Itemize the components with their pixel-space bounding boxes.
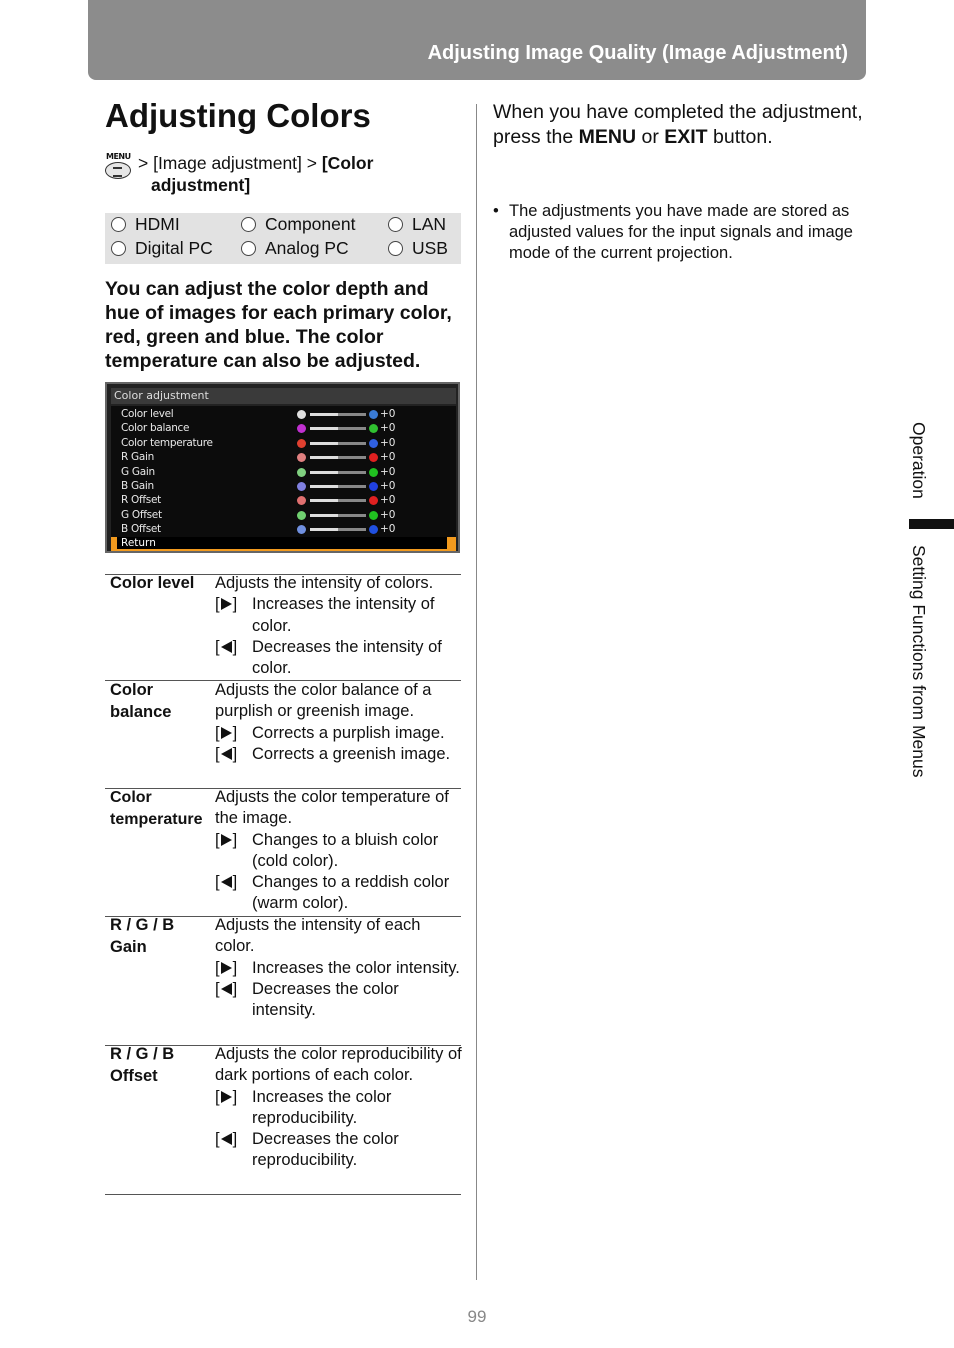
osd-right-icon [369,482,378,491]
osd-right-icon [369,439,378,448]
osd-left-icon [297,410,306,419]
osd-row [111,421,456,435]
page-title: Adjusting Colors [105,97,371,134]
osd-row-label: R Offset [121,494,161,507]
menu-key: MENU [578,125,637,148]
intro-text: You can adjust the color depth and hue of images for each primary color, red, green and blue. The color temperature can also be adjusted. [105,278,452,372]
right-key-item: [ ] Increases the intensity of color. [215,595,435,635]
osd-row-value: +0 [380,436,396,449]
osd-left-icon [297,439,306,448]
radio-icon [111,217,126,232]
osd-row [111,436,456,450]
right-arrow-icon [221,962,232,974]
osd-row-label: B Offset [121,523,161,536]
osd-slider [310,499,366,502]
bullet-dot: • [493,202,499,220]
signal-usb: USB [388,238,448,259]
left-key-item: [ ] Corrects a greenish image. [215,744,451,763]
left-arrow-icon [221,641,232,653]
osd-right-icon [369,525,378,534]
radio-icon [241,241,256,256]
osd-screenshot [105,382,460,553]
osd-row-value: +0 [380,422,396,435]
header-title: Adjusting Image Quality (Image Adjustment) [427,42,848,64]
osd-row-label: G Gain [121,465,155,478]
osd-row [111,465,456,479]
signal-digital-pc: Digital PC [111,238,213,259]
osd-row-label: Color temperature [121,436,213,449]
osd-slider [310,485,366,488]
osd-left-icon [297,525,306,534]
menu-path-line1 [138,153,373,174]
osd-row [111,407,456,421]
osd-row [111,479,456,493]
term-rgb-gain: R / G / B Gain [110,916,175,956]
osd-left-icon [297,468,306,477]
osd-row-label: G Offset [121,508,162,521]
left-arrow-icon [221,1133,232,1145]
osd-left-icon [297,482,306,491]
osd-row-value: +0 [380,480,396,492]
osd-title: Color adjustment [111,388,456,404]
input-signals-box [105,213,461,264]
osd-row-label: Color balance [121,422,190,435]
desc-rgb-gain: Adjusts the intensity of each color. [ ] Increases the color intensity. [ ] Decreases the color intensity. [215,915,463,1021]
radio-icon [241,217,256,232]
right-arrow-icon [221,1091,232,1103]
osd-left-icon [297,424,306,433]
osd-row-value: +0 [380,494,396,507]
osd-row [111,508,456,522]
desc-color-balance: Adjusts the color balance of a purplish or greenish image. [ ] Corrects a purplish image. [ ] Corrects a greenish image. [215,680,463,765]
osd-right-icon [369,453,378,462]
osd-row-label: R Gain [121,451,154,464]
right-arrow-icon [221,727,232,739]
term-color-balance: Color balance [110,681,172,721]
osd-row-label: B Gain [121,480,154,492]
osd-row-value: +0 [380,508,396,521]
right-arrow-icon [221,834,232,846]
osd-slider [310,528,366,531]
term-color-temperature: Color temperature [110,789,203,828]
osd-left-icon [297,496,306,505]
left-key-item: [ ] Decreases the color reproducibility. [215,1130,399,1170]
osd-row [111,450,456,464]
osd-right-icon [369,468,378,477]
exit-key: EXIT [664,125,708,148]
left-arrow-icon [221,748,232,760]
left-arrow-icon [221,876,232,888]
completion-instructions: When you have completed the adjustment, press the MENU or EXIT button. [493,101,863,148]
left-key-item: [ ] Decreases the color intensity. [215,979,399,1020]
osd-slider [310,471,366,474]
side-tab-section: Setting Functions from Menus [909,545,929,778]
term-color-level: Color level [110,574,195,592]
table-rule [105,1194,461,1195]
osd-row-value: +0 [380,408,396,420]
side-tab-operation: Operation [909,422,929,499]
desc-color-level: Adjusts the intensity of colors. [ ] Increases the intensity of color. [ ] Decreases the intensity of color. [215,573,463,679]
right-arrow-icon [221,598,232,610]
osd-row [111,493,456,507]
desc-color-temperature: Adjusts the color temperature of the image. [ ] Changes to a bluish color (cold color). [ ] Changes to a reddish color (warm color). [215,787,463,915]
page-header [88,0,866,80]
osd-left-icon [297,453,306,462]
osd-slider [310,413,366,416]
desc-rgb-offset: Adjusts the color reproducibility of dark portions of each color. [ ] Increases the color reproducibility. [ ] Decreases the color reproducibility. [215,1044,463,1172]
left-key-item: [ ] Decreases the intensity of color. [215,637,442,678]
menu-path-line2: adjustment] [151,175,251,195]
right-key-item: [ ] Increases the color reproducibility. [215,1087,392,1127]
term-rgb-offset: R / G / B Offset [110,1045,175,1085]
osd-row-label: Color level [121,408,174,420]
radio-icon [388,241,403,256]
osd-row-value: +0 [380,451,396,464]
right-key-item: [ ] Increases the color intensity. [215,958,460,977]
signal-analog-pc: Analog PC [241,238,349,259]
osd-right-icon [369,496,378,505]
osd-left-icon [297,511,306,520]
menu-icon-label: MENU [106,152,131,161]
osd-row-value: +0 [380,523,396,536]
signal-lan: LAN [388,214,446,235]
osd-right-icon [369,410,378,419]
osd-slider [310,514,366,517]
menu-path-bold1: [Color [321,153,374,173]
menu-button-shape [105,162,131,179]
page-number: 99 [467,1307,487,1326]
right-key-item: [ ] Changes to a bluish color (cold color). [215,830,439,870]
side-tab-marker [909,519,954,529]
right-key-item: [ ] Corrects a purplish image. [215,723,445,742]
osd-slider [310,442,366,445]
osd-right-icon [369,511,378,520]
menu-path-prefix: > [Image adjustment] > [138,153,322,173]
signal-hdmi: HDMI [111,214,180,235]
osd-row-value: +0 [380,465,396,478]
left-key-item: [ ] Changes to a reddish color (warm color). [215,873,450,913]
signal-component: Component [241,214,355,235]
osd-return-label: Return [117,537,447,549]
osd-slider [310,456,366,459]
menu-button-icon [104,152,132,180]
osd-row [111,522,456,536]
note-bullet: • The adjustments you have made are stored as adjusted values for the input signals and image mode of the current projection. [493,202,853,262]
left-arrow-icon [221,983,232,995]
osd-slider [310,427,366,430]
column-divider [476,104,477,1280]
radio-icon [111,241,126,256]
radio-icon [388,217,403,232]
osd-right-icon [369,424,378,433]
osd-return-row [111,537,456,551]
osd-menu-body [111,406,456,549]
